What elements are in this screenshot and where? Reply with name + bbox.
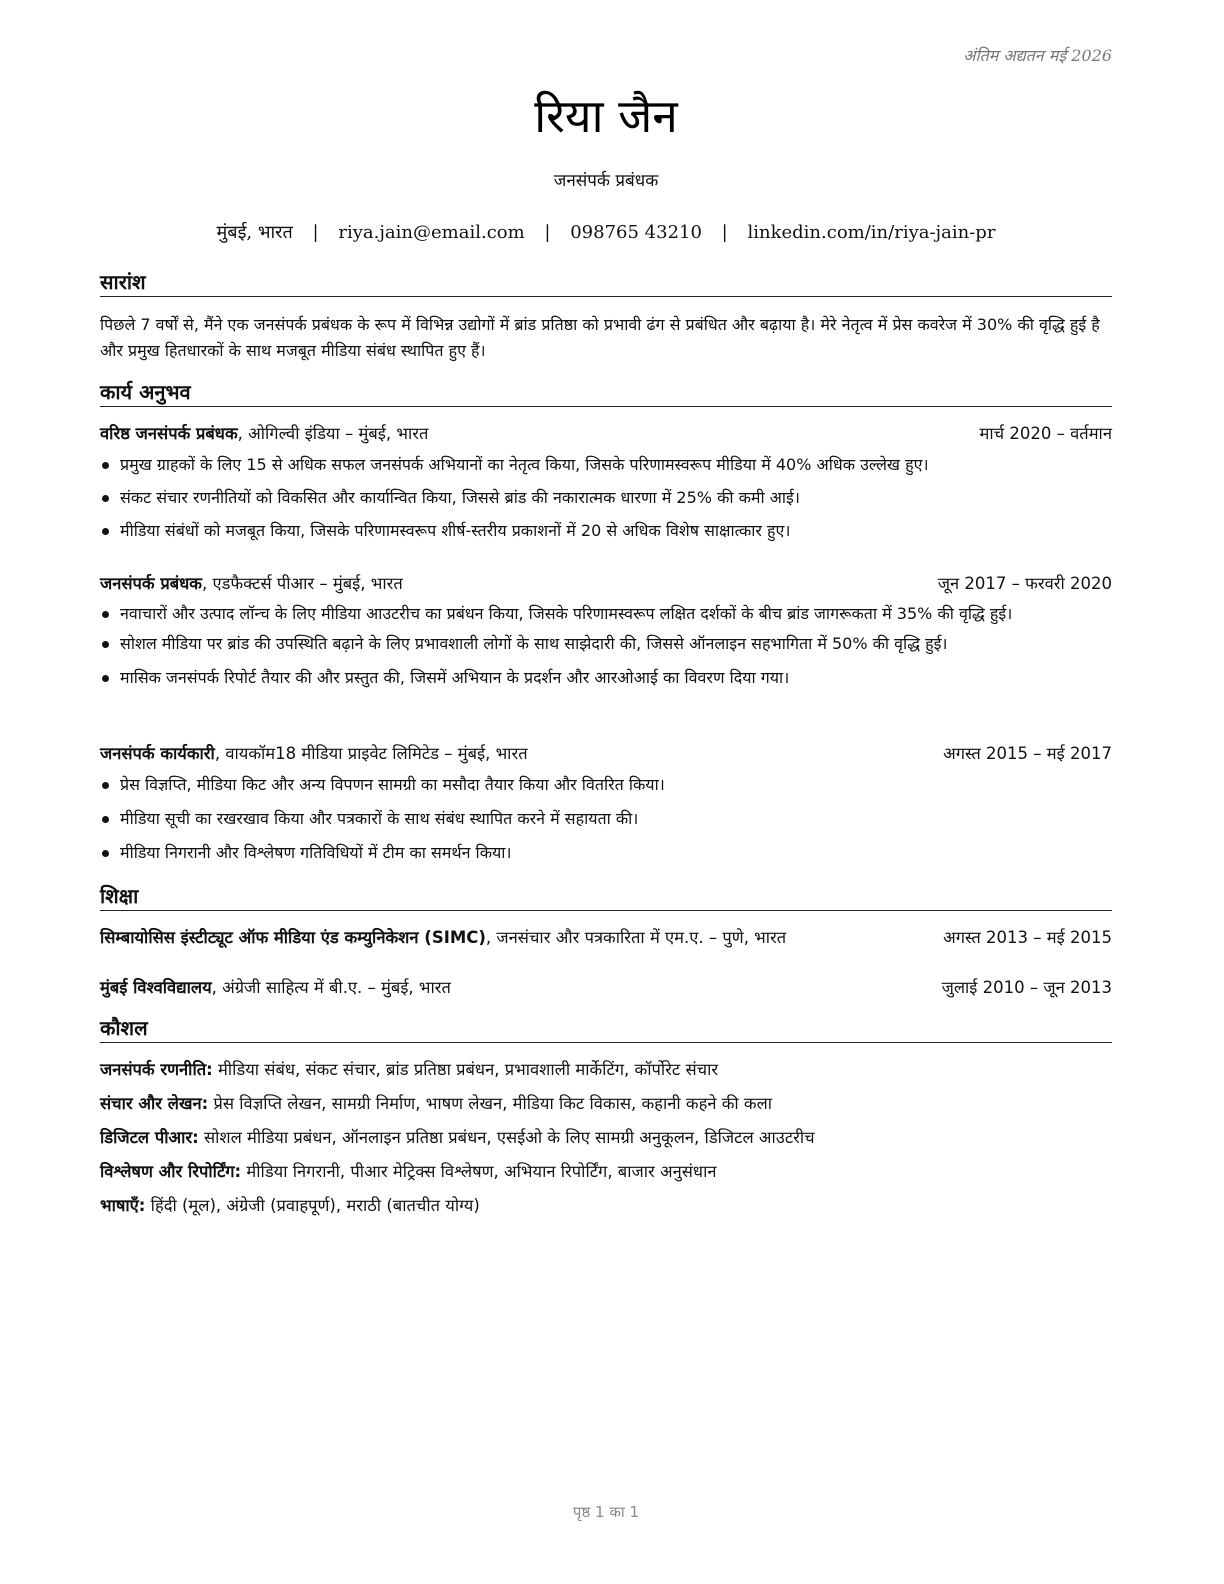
list-item: प्रमुख ग्राहकों के लिए 15 से अधिक सफल जनसंपर्क अभियानों का नेतृत्व किया, जिसके परिणामस्वरूप मीडिया में 40% अधिक उल्लेख हुए। <box>100 452 1112 478</box>
job-dates: जून 2017 – फरवरी 2020 <box>937 574 1112 593</box>
contact-phone: 098765 43210 <box>570 222 702 243</box>
job-role: वरिष्ठ जनसंपर्क प्रबंधक <box>100 424 238 443</box>
job-role: जनसंपर्क प्रबंधक <box>100 574 202 593</box>
education-detail: , अंग्रेजी साहित्य में बी.ए. – मुंबई, भारत <box>211 978 451 997</box>
skill-value: मीडिया निगरानी, पीआर मेट्रिक्स विश्लेषण, अभियान रिपोर्टिंग, बाजार अनुसंधान <box>241 1162 717 1181</box>
job-role: जनसंपर्क कार्यकारी <box>100 744 215 763</box>
job-entry <box>100 742 1112 766</box>
education-school: मुंबई विश्वविद्यालय <box>100 978 212 997</box>
skill-label: भाषाएँ: <box>100 1196 146 1215</box>
candidate-title: जनसंपर्क प्रबंधक <box>553 171 659 191</box>
summary-heading: सारांश <box>100 270 1112 297</box>
skill-label: विश्लेषण और रिपोर्टिंग: <box>100 1162 242 1181</box>
education-dates: जुलाई 2010 – जून 2013 <box>941 978 1112 997</box>
education-heading: शिक्षा <box>100 884 1112 911</box>
skill-line <box>100 1092 1112 1116</box>
list-item: संकट संचार रणनीतियों को विकसित और कार्यान्वित किया, जिससे ब्रांड की नकारात्मक धारणा में 25% की कमी आई। <box>100 485 1112 511</box>
education-dates: अगस्त 2013 – मई 2015 <box>943 928 1112 947</box>
job-dates: अगस्त 2015 – मई 2017 <box>943 744 1112 763</box>
skill-line <box>100 1126 1112 1150</box>
page-number: पृष्ठ 1 का 1 <box>572 1503 640 1521</box>
skill-label: डिजिटल पीआर: <box>100 1128 199 1147</box>
list-item: मीडिया सूची का रखरखाव किया और पत्रकारों के साथ संबंध स्थापित करने में सहायता की। <box>100 806 1112 832</box>
summary-text: पिछले 7 वर्षों से, मैंने एक जनसंपर्क प्रबंधक के रूप में विभिन्न उद्योगों में ब्रांड प्रतिष्ठा को प्रभावी ढंग से प्रबंधित और बढ़ाया है। मेरे नेतृत्व में प्रेस कवरेज में 30% की वृद्धि हुई है और प्रमुख हितधारकों के साथ मजबूत मीडिया संबंध स्थापित हुए हैं। <box>100 315 1100 360</box>
contact-line <box>100 220 1112 244</box>
last-updated: अंतिम अद्यतन मई 2026 <box>963 46 1112 65</box>
education-school: सिम्बायोसिस इंस्टीट्यूट ऑफ मीडिया एंड कम्युनिकेशन (SIMC) <box>100 928 486 947</box>
contact-email[interactable]: riya.jain@email.com <box>338 222 525 243</box>
education-entry <box>100 926 1112 950</box>
list-item: सोशल मीडिया पर ब्रांड की उपस्थिति बढ़ाने के लिए प्रभावशाली लोगों के साथ साझेदारी की, जिससे ऑनलाइन सहभागिता में 50% की वृद्धि हुई। <box>100 631 1112 657</box>
skill-value: मीडिया संबंध, संकट संचार, ब्रांड प्रतिष्ठा प्रबंधन, प्रभावशाली मार्केटिंग, कॉर्पोरेट संचार <box>212 1060 719 1079</box>
list-item: नवाचारों और उत्पाद लॉन्च के लिए मीडिया आउटरीच का प्रबंधन किया, जिसके परिणामस्वरूप लक्षित दर्शकों के बीच ब्रांड जागरूकता में 35% की वृद्धि हुई। <box>100 601 1112 627</box>
job-org: , ओगिल्वी इंडिया – मुंबई, भारत <box>237 424 429 443</box>
skill-label: संचार और लेखन: <box>100 1094 209 1113</box>
list-item: मीडिया निगरानी और विश्लेषण गतिविधियों में टीम का समर्थन किया। <box>100 840 1112 866</box>
contact-separator: | <box>721 222 728 243</box>
contact-separator: | <box>312 222 319 243</box>
job-bullets <box>100 601 1112 691</box>
job-org: , वायकॉम18 मीडिया प्राइवेट लिमिटेड – मुंबई, भारत <box>214 744 528 763</box>
job-entry <box>100 422 1112 446</box>
education-detail: , जनसंचार और पत्रकारिता में एम.ए. – पुणे, भारत <box>485 928 787 947</box>
skill-line <box>100 1194 1112 1218</box>
job-entry <box>100 572 1112 596</box>
skill-value: हिंदी (मूल), अंग्रेजी (प्रवाहपूर्ण), मराठी (बातचीत योग्य) <box>145 1196 480 1215</box>
contact-location: मुंबई, भारत <box>216 222 293 243</box>
skills-heading: कौशल <box>100 1016 1112 1043</box>
contact-separator: | <box>544 222 551 243</box>
list-item: मासिक जनसंपर्क रिपोर्ट तैयार की और प्रस्तुत की, जिसमें अभियान के प्रदर्शन और आरओआई का विवरण दिया गया। <box>100 665 1112 691</box>
job-bullets <box>100 772 1112 866</box>
skill-value: प्रेस विज्ञप्ति लेखन, सामग्री निर्माण, भाषण लेखन, मीडिया किट विकास, कहानी कहने की कला <box>208 1094 773 1113</box>
contact-linkedin[interactable]: linkedin.com/in/riya-jain-pr <box>747 222 996 243</box>
job-org: , एडफैक्टर्स पीआर – मुंबई, भारत <box>201 574 403 593</box>
resume-page <box>100 0 1112 1584</box>
skill-line <box>100 1058 1112 1082</box>
job-bullets <box>100 452 1112 544</box>
list-item: मीडिया संबंधों को मजबूत किया, जिसके परिणामस्वरूप शीर्ष-स्तरीय प्रकाशनों में 20 से अधिक विशेष साक्षात्कार हुए। <box>100 518 1112 544</box>
skill-value: सोशल मीडिया प्रबंधन, ऑनलाइन प्रतिष्ठा प्रबंधन, एसईओ के लिए सामग्री अनुकूलन, डिजिटल आउटरीच <box>198 1128 815 1147</box>
job-dates: मार्च 2020 – वर्तमान <box>979 424 1112 443</box>
experience-heading: कार्य अनुभव <box>100 380 1112 407</box>
list-item: प्रेस विज्ञप्ति, मीडिया किट और अन्य विपणन सामग्री का मसौदा तैयार किया और वितरित किया। <box>100 772 1112 798</box>
education-entry <box>100 976 1112 1000</box>
skill-line <box>100 1160 1112 1184</box>
candidate-name: रिया जैन <box>534 89 678 143</box>
skill-label: जनसंपर्क रणनीति: <box>100 1060 213 1079</box>
